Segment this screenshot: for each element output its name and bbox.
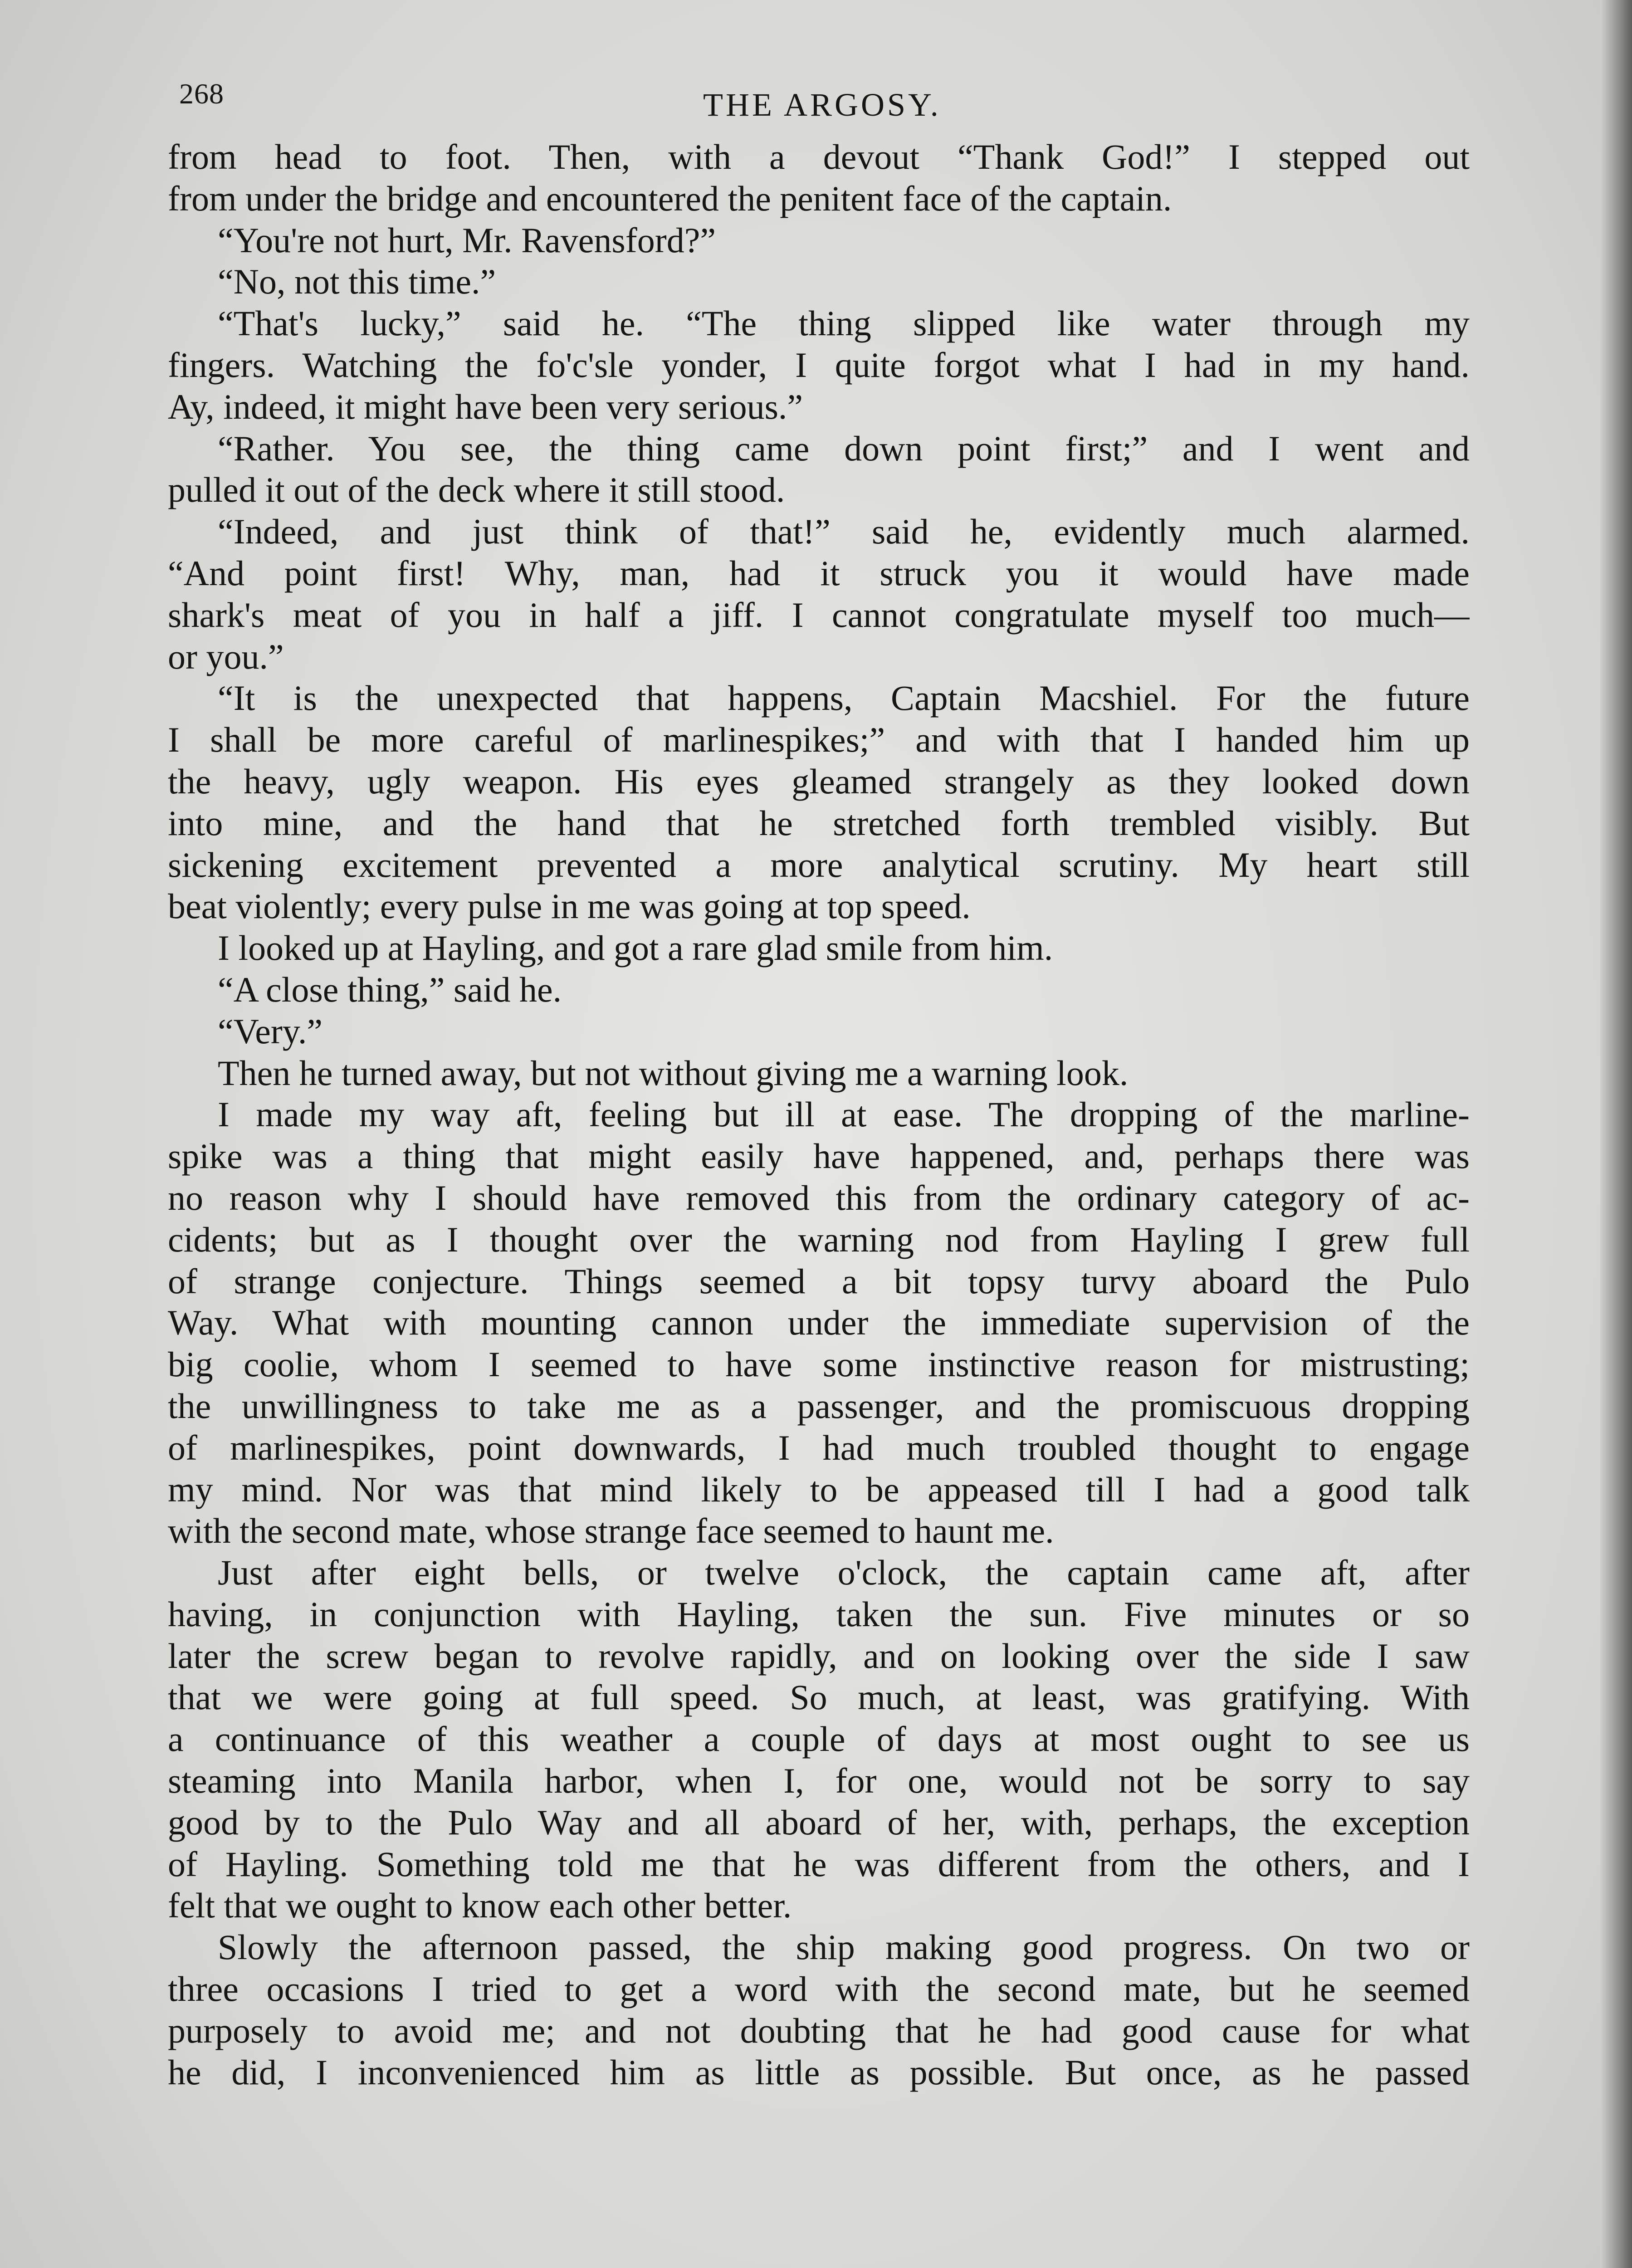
- text-line: from head to foot. Then, with a devout “Thank God!” I stepped out: [168, 137, 1470, 176]
- text-line: I made my way aft, feeling but ill at ease. The dropping of the marline-: [218, 1095, 1470, 1134]
- text-line: from under the bridge and encountered the penitent face of the captain.: [168, 178, 1172, 218]
- text-line: big coolie, whom I seemed to have some instinctive reason for mistrusting;: [168, 1344, 1470, 1384]
- text-line: later the screw began to revolve rapidly, and on looking over the side I saw: [168, 1636, 1470, 1676]
- text-line: “It is the unexpected that happens, Captain Macshiel. For the future: [218, 678, 1470, 718]
- text-line: of marlinespikes, point downwards, I had much troubled thought to engage: [168, 1427, 1470, 1467]
- text-line: “Rather. You see, the thing came down point first;” and I went and: [218, 428, 1470, 468]
- text-line: Ay, indeed, it might have been very serious.”: [168, 386, 803, 426]
- text-line: spike was a thing that might easily have happened, and, perhaps there was: [168, 1136, 1470, 1176]
- text-line: no reason why I should have removed this from the ordinary category of ac-: [168, 1178, 1470, 1217]
- text-line: “Indeed, and just think of that!” said he, evidently much alarmed.: [218, 512, 1470, 552]
- body-text: [168, 136, 1470, 2093]
- text-line: Way. What with mounting cannon under the immediate supervision of the: [168, 1303, 1470, 1343]
- text-line: my mind. Nor was that mind likely to be appeased till I had a good talk: [168, 1469, 1470, 1509]
- text-line: the unwillingness to take me as a passenger, and the promiscuous dropping: [168, 1386, 1470, 1426]
- text-line: I looked up at Hayling, and got a rare glad smile from him.: [218, 928, 1053, 968]
- text-line: steaming into Manila harbor, when I, for one, would not be sorry to say: [168, 1761, 1470, 1801]
- text-line: or you.”: [168, 636, 284, 676]
- page-edge-shadow: [1600, 0, 1632, 2268]
- text-line: the heavy, ugly weapon. His eyes gleamed strangely as they looked down: [168, 761, 1470, 801]
- text-line: “No, not this time.”: [218, 262, 496, 302]
- text-line: “And point first! Why, man, had it struck you it would have made: [168, 553, 1470, 593]
- text-line: purposely to avoid me; and not doubting that he had good cause for what: [168, 2010, 1470, 2050]
- text-line: I shall be more careful of marlinespikes;” and with that I handed him up: [168, 720, 1470, 760]
- text-line: “You're not hurt, Mr. Ravensford?”: [218, 220, 716, 260]
- text-line: three occasions I tried to get a word with the second mate, but he seemed: [168, 1969, 1470, 2009]
- text-line: with the second mate, whose strange face seemed to haunt me.: [168, 1511, 1054, 1551]
- running-head: THE ARGOSY.: [703, 87, 941, 123]
- text-line: into mine, and the hand that he stretched forth trembled visibly. But: [168, 803, 1470, 843]
- text-line: a continuance of this weather a couple of days at most ought to see us: [168, 1719, 1470, 1759]
- text-line: “A close thing,” said he.: [218, 969, 562, 1009]
- text-line: shark's meat of you in half a jiff. I cannot congratulate myself too much—: [168, 595, 1470, 635]
- text-line: “That's lucky,” said he. “The thing slipped like water through my: [218, 303, 1470, 343]
- page-number: 268: [179, 78, 224, 110]
- text-line: felt that we ought to know each other better.: [168, 1886, 792, 1926]
- text-line: of Hayling. Something told me that he was different from the others, and I: [168, 1844, 1470, 1884]
- text-line: cidents; but as I thought over the warning nod from Hayling I grew full: [168, 1219, 1470, 1259]
- text-line: pulled it out of the deck where it still stood.: [168, 470, 785, 510]
- text-line: Just after eight bells, or twelve o'clock, the captain came aft, after: [218, 1553, 1470, 1593]
- text-line: of strange conjecture. Things seemed a bit topsy turvy aboard the Pulo: [168, 1261, 1470, 1301]
- text-line: he did, I inconvenienced him as little as possible. But once, as he passed: [168, 2052, 1470, 2092]
- text-line: sickening excitement prevented a more analytical scrutiny. My heart still: [168, 845, 1470, 885]
- text-line: having, in conjunction with Hayling, taken the sun. Five minutes or so: [168, 1594, 1470, 1634]
- text-line: Then he turned away, but not without giving me a warning look.: [218, 1053, 1129, 1093]
- text-line: “Very.”: [218, 1011, 322, 1051]
- text-line: good by to the Pulo Way and all aboard of her, with, perhaps, the exception: [168, 1802, 1470, 1842]
- text-line: that we were going at full speed. So much, at least, was gratifying. With: [168, 1677, 1470, 1717]
- text-line: fingers. Watching the fo'c'sle yonder, I quite forgot what I had in my hand.: [168, 345, 1470, 385]
- text-line: beat violently; every pulse in me was going at top speed.: [168, 886, 971, 926]
- text-line: Slowly the afternoon passed, the ship making good progress. On two or: [218, 1927, 1470, 1967]
